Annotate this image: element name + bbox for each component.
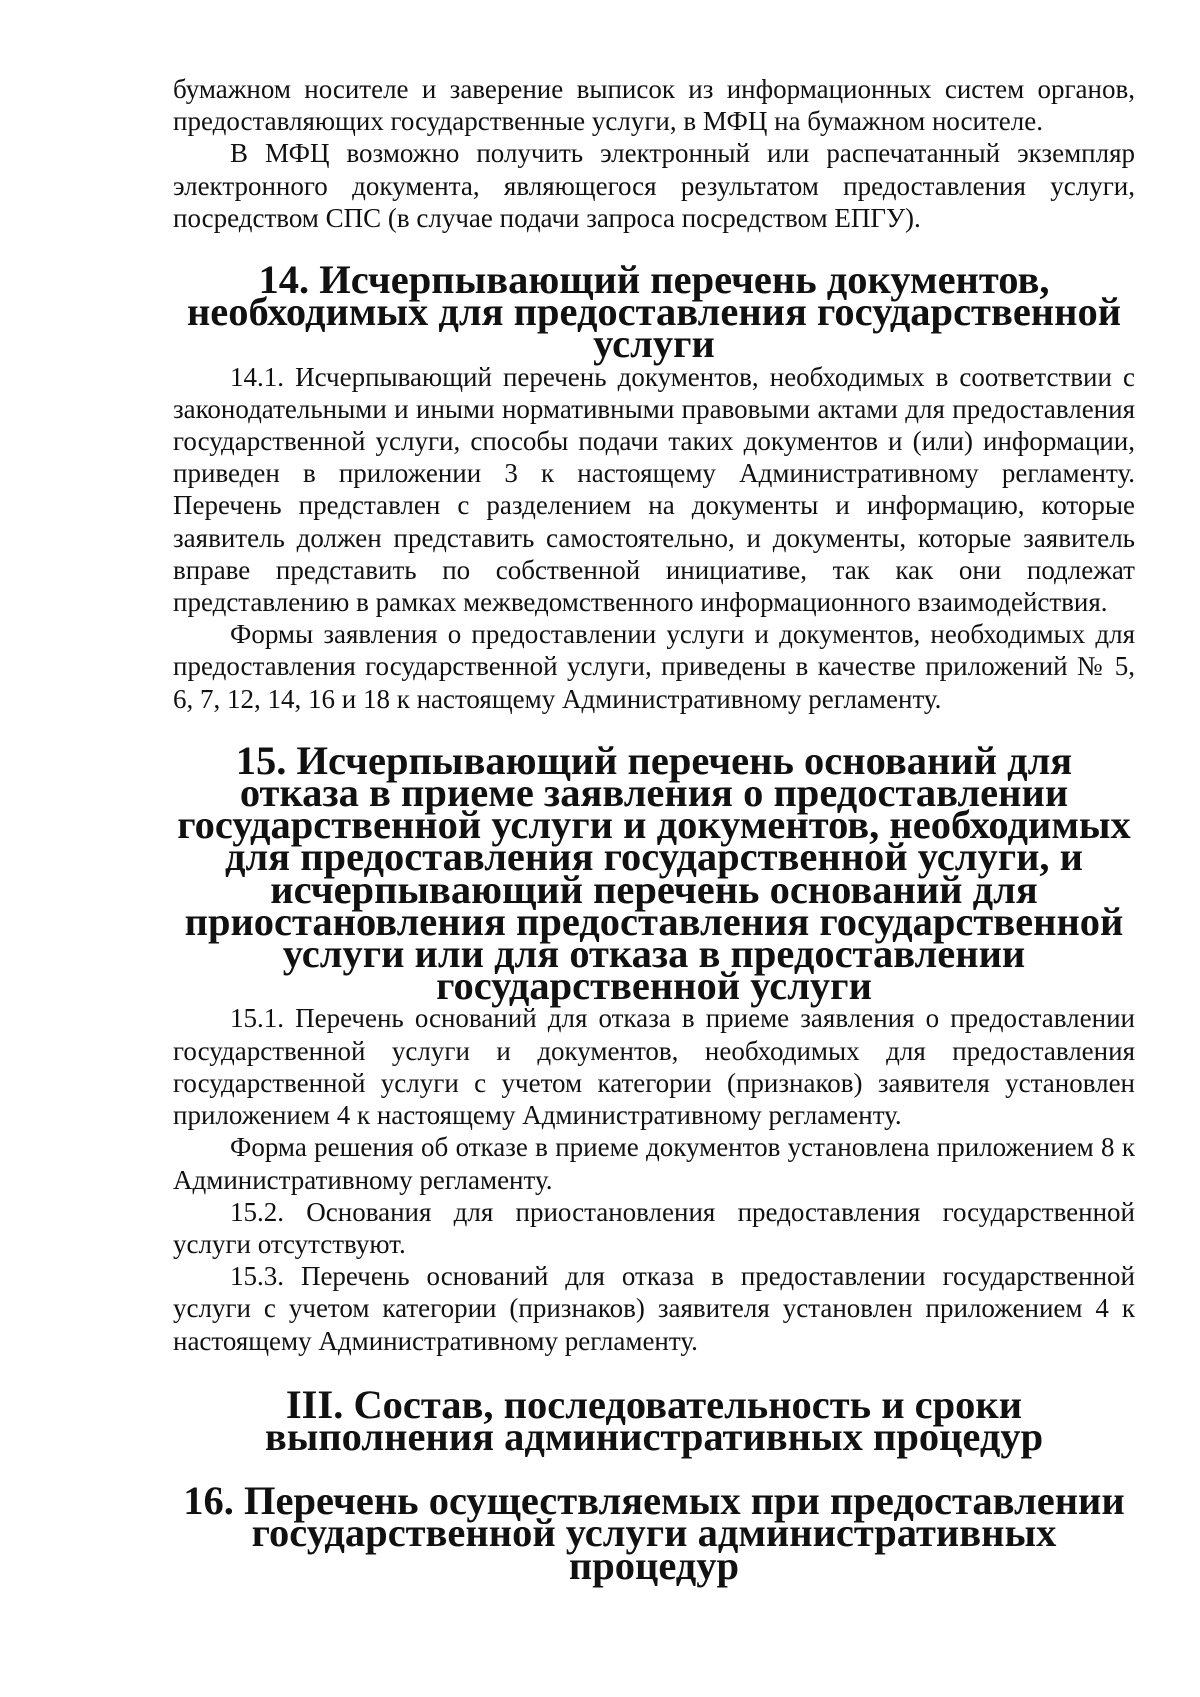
section-16-heading: 16. Перечень осуществляемых при предоставлении государственной услуги административных процедур xyxy=(183,1478,1125,1588)
section-14-heading: 14. Исчерпывающий перечень документов, необходимых для предоставления государственной услуги xyxy=(186,257,1122,367)
intro-paragraph-2: В МФЦ возможно получить электронный или распечатанный экземпляр электронного документа, являющегося результатом предоставления услуги, посредством СПС (в случае подачи запроса посредством ЕПГУ). xyxy=(173,138,1135,233)
section-15-heading: 15. Исчерпывающий перечень оснований для отказа в приеме заявления о предоставлении государственной услуги и документов, необходимых для предоставления государственной услуги, и исчерпывающий перечень оснований для приостановления предоставления государственной услуги или для отказа в предоставлении государственной услуги xyxy=(177,737,1131,1009)
section-15-paragraph-4: 15.3. Перечень оснований для отказа в предоставлении государственной услуги с учетом категории (признаков) заявителя установлен приложением 4 к настоящему Административному регламенту. xyxy=(173,1261,1135,1356)
section-14-paragraph-1: 14.1. Исчерпывающий перечень документов, необходимых в соответствии с законодательными и иными нормативными правовыми актами для предоставления государственной услуги, способы подачи таких документов и (или) информации, приведен в приложении 3 к настоящему Административному регламенту. Перечень представлен с разделением на документы и информацию, которые заявитель должен представить самостоятельно, и документы, которые заявитель вправе представить по собственной инициативе, так как они подлежат представлению в рамках межведомственного информационного взаимодействия. xyxy=(173,361,1135,618)
section-14-paragraph-2: Формы заявления о предоставлении услуги и документов, необходимых для предоставления государственной услуги, приведены в качестве приложений № 5, 6, 7, 12, 14, 16 и 18 к настоящему Административному регламенту. xyxy=(173,619,1135,714)
section-15-paragraph-1: 15.1. Перечень оснований для отказа в приеме заявления о предоставлении государственной услуги и документов, необходимых для предоставления государственной услуги с учетом категории (признаков) заявителя установлен приложением 4 к настоящему Административному регламенту. xyxy=(173,1003,1135,1131)
section-15-paragraph-2: Форма решения об отказе в приеме документов установлена приложением 8 к Административному регламенту. xyxy=(173,1132,1135,1195)
section-iii-heading: III. Состав, последовательность и сроки выполнения административных процедур xyxy=(264,1381,1044,1459)
intro-paragraph-1: бумажном носителе и заверение выписок из информационных систем органов, предоставляющих государственные услуги, в МФЦ на бумажном носителе. xyxy=(173,74,1135,137)
section-15-paragraph-3: 15.2. Основания для приостановления предоставления государственной услуги отсутствуют. xyxy=(173,1196,1135,1259)
document-page xyxy=(173,73,1135,1588)
